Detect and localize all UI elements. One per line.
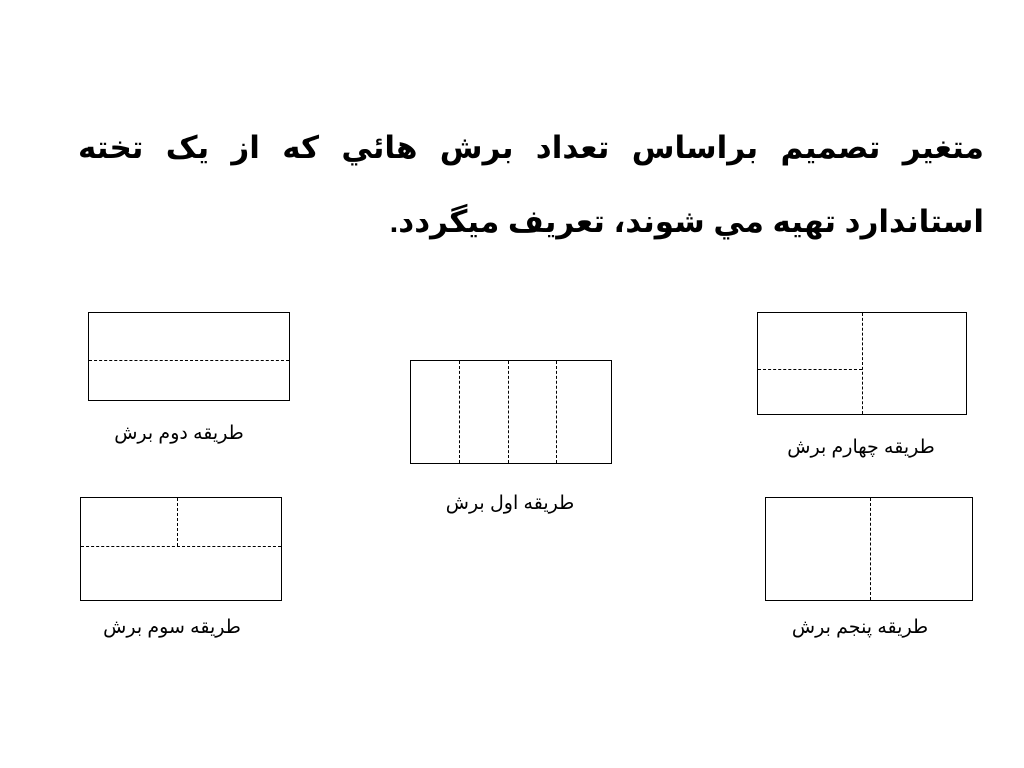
cut-line-vertical bbox=[870, 498, 871, 600]
cut-line-vertical bbox=[459, 361, 460, 463]
cut-line-vertical bbox=[177, 498, 178, 546]
caption-method-5: طريقه پنجم برش bbox=[791, 617, 929, 638]
board-method-1 bbox=[410, 360, 612, 464]
heading-line-1: متغير تصميم براساس تعداد برش هائي که از يک تخته bbox=[78, 130, 984, 165]
cut-line-horizontal bbox=[89, 360, 289, 361]
cut-line-vertical bbox=[862, 313, 863, 414]
heading bbox=[78, 126, 984, 244]
caption-method-3: طريقه سوم برش bbox=[103, 617, 241, 638]
board-method-4 bbox=[757, 312, 967, 415]
caption-method-2: طريقه دوم برش bbox=[114, 423, 244, 444]
cut-line-horizontal bbox=[758, 369, 862, 370]
board-method-3 bbox=[80, 497, 282, 601]
board-method-5 bbox=[765, 497, 973, 601]
cut-line-vertical bbox=[556, 361, 557, 463]
caption-method-1: طريقه اول برش bbox=[445, 493, 575, 514]
board-method-2 bbox=[88, 312, 290, 401]
cut-line-vertical bbox=[508, 361, 509, 463]
cut-line-horizontal bbox=[81, 546, 281, 547]
heading-line-2: استاندارد تهيه مي شوند، تعريف ميگردد. bbox=[389, 204, 984, 239]
caption-method-4: طريقه چهارم برش bbox=[787, 437, 935, 458]
